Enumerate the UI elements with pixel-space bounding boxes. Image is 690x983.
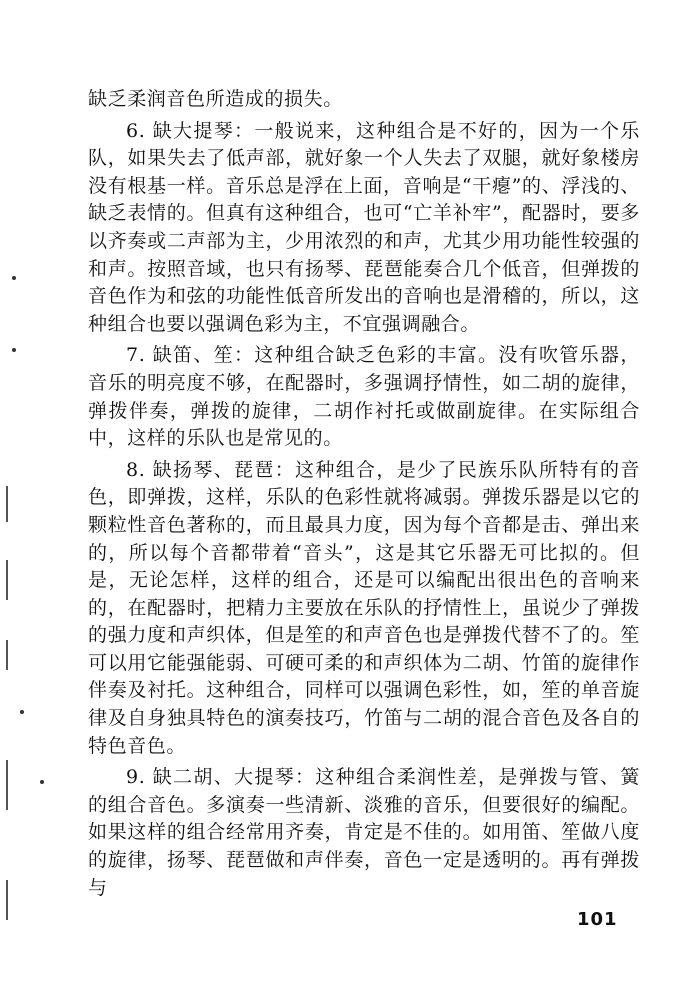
scan-speck xyxy=(40,780,44,784)
scan-edge-mark xyxy=(6,760,8,810)
paragraph-item-8: 8. 缺扬琴、琵琶：这种组合，是少了民族乐队所特有的音色，即弹拨，这样，乐队的色彩性就将减弱。弹拨乐器是以它的颗粒性音色著称的，而且最具力度，因为每个音都是击、弹出来的，所以每个音都带着“音头”，这是其它乐器无可比拟的。但是，无论怎样，这样的组合，还是可以编配出很出色的音响来的，在配器时，把精力主要放在乐队的抒情性上，虽说少了弹拨的强力度和声织体，但是笙的和声音色也是弹拨代替不了的。笙可以用它能强能弱、可硬可柔的和声织体为二胡、竹笛的旋律作伴奏及衬托。这种组合，同样可以强调色彩性，如，笙的单音旋律及自身独具特色的演奏技巧，竹笛与二胡的混合音色及各自的特色音色。 xyxy=(88,458,640,757)
scan-speck xyxy=(20,710,24,714)
paragraph-continuation: 缺乏柔润音色所造成的损失。 xyxy=(88,88,343,110)
paragraph-item-6: 6. 缺大提琴：一般说来，这种组合是不好的，因为一个乐队，如果失去了低声部，就好象一个人失去了双腿，就好象楼房没有根基一样。音乐总是浮在上面，音响是“干瘪”的、浮浅的、缺乏表情的。但真有这种组合，也可“亡羊补牢”，配器时，要多以齐奏或二声部为主，少用浓烈的和声，尤其少用功能性较强的和声。按照音域，也只有扬琴、琵琶能奏合几个低音，但弹拨的音色作为和弦的功能性低音所发出的音响也是滑稽的，所以，这种组合也要以强调色彩为主，不宜强调融合。 xyxy=(88,119,640,335)
scan-speck xyxy=(12,348,16,352)
scan-speck xyxy=(12,276,16,280)
page-number: 101 xyxy=(577,909,618,930)
scan-edge-mark xyxy=(6,880,8,920)
scan-edge-mark xyxy=(6,486,8,522)
paragraph-item-7: 7. 缺笛、笙：这种组合缺乏色彩的丰富。没有吹管乐器，音乐的明亮度不够，在配器时，多强调抒情性，如二胡的旋律，弹拨伴奏，弹拨的旋律，二胡作衬托或做副旋律。在实际组合中，这样的乐队也是常见的。 xyxy=(88,344,640,450)
page-body xyxy=(88,86,640,906)
scan-edge-mark xyxy=(6,560,8,600)
scan-edge-mark xyxy=(6,640,8,670)
paragraph-item-9: 9. 缺二胡、大提琴：这种组合柔润性差，是弹拨与管、簧的组合音色。多演奏一些清新、淡雅的音乐，但要很好的编配。如果这样的组合经常用齐奏，肯定是不佳的。如用笛、笙做八度的旋律，扬琴、琵琶做和声伴奏，音色一定是透明的。再有弹拨与 xyxy=(88,766,640,899)
